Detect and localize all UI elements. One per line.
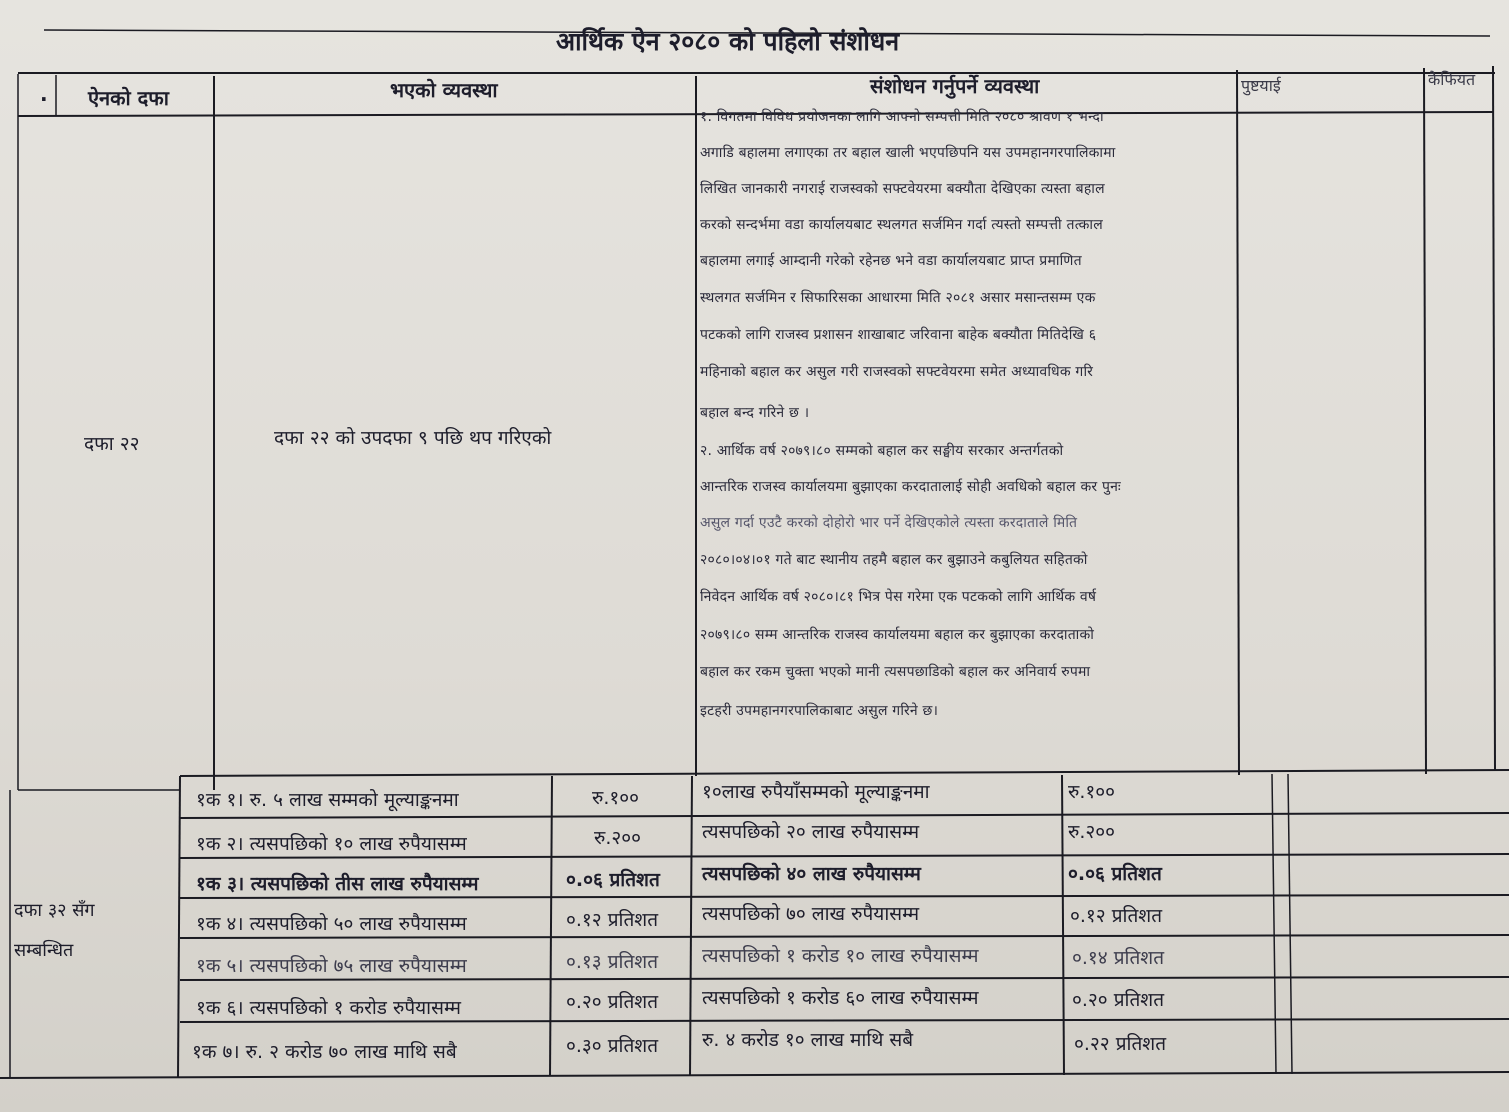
header-section: ऐनको दफा — [88, 86, 169, 110]
header-existing: भएको व्यवस्था — [390, 78, 498, 102]
row2-section-line1: दफा ३२ सँग — [14, 900, 95, 921]
row1-section: दफा २२ — [84, 433, 140, 455]
slab-existing: १क ३। त्यसपछिको तीस लाख रुपैयासम्म — [196, 873, 479, 895]
slab-existing: १क ४। त्यसपछिको ५० लाख रुपैयासम्म — [196, 913, 467, 935]
amendment-line: असुल गर्दा एउटै करको दोहोरो भार पर्ने देखिएकोले त्यस्ता करदाताले मिति — [700, 515, 1078, 531]
amendment-line: बहाल कर रकम चुक्ता भएको मानी त्यसपछाडिको बहाल कर अनिवार्य रुपमा — [700, 664, 1091, 680]
slab-amended: त्यसपछिको ७० लाख रुपैयासम्म — [702, 903, 920, 925]
amendment-line: महिनाको बहाल कर असुल गरी राजस्वको सफ्टवेयरमा समेत अध्यावधिक गरि — [700, 364, 1094, 380]
slab-existing: १क १। रु. ५ लाख सम्मको मूल्याङ्कनमा — [196, 789, 459, 811]
slab-amended: त्यसपछिको २० लाख रुपैयासम्म — [702, 821, 920, 843]
amendment-line: पटकको लागि राजस्व प्रशासन शाखाबाट जरिवाना बाहेक बक्यौता मितिदेखि ६ — [700, 327, 1097, 343]
slab-amended: १०लाख रुपैयाँसम्मको मूल्याङ्कनमा — [702, 781, 930, 803]
amendment-line: आन्तरिक राजस्व कार्यालयमा बुझाएका करदातालाई सोही अवधिको बहाल कर पुनः — [700, 479, 1121, 495]
slab-existing: १क २। त्यसपछिको १० लाख रुपैयासम्म — [196, 833, 467, 855]
row2-section-line2: सम्बन्धित — [14, 940, 74, 961]
amendment-line: लिखित जानकारी नगराई राजस्वको सफ्टवेयरमा बक्यौता देखिएका त्यस्ता बहाल — [700, 181, 1105, 197]
amendment-line: इटहरी उपमहानगरपालिकाबाट असुल गरिने छ। — [700, 703, 939, 719]
slab-amended: त्यसपछिको १ करोड ६० लाख रुपैयासम्म — [702, 987, 979, 1009]
slab-amended: रु. ४ करोड १० लाख माथि सबै — [702, 1029, 914, 1051]
header-amendment: संशोधन गर्नुपर्ने व्यवस्था — [870, 74, 1040, 98]
slab-amended-rate: ०.०६ प्रतिशत — [1068, 863, 1162, 885]
row1-amendment-text — [700, 108, 1236, 728]
slab-existing: १क ५। त्यसपछिको ७५ लाख रुपैयासम्म — [196, 955, 467, 977]
slab-existing: १क ६। त्यसपछिको १ करोड रुपैयासम्म — [196, 997, 461, 1019]
slab-existing-rate: रु.१०० — [592, 787, 640, 809]
slab-amended-rate: ०.१४ प्रतिशत — [1072, 947, 1165, 969]
amendment-line: स्थलगत सर्जमिन र सिफारिसका आधारमा मिति २०८१ असार मसान्तसम्म एक — [700, 290, 1096, 306]
header-justification: पुष्टयाई — [1241, 76, 1281, 95]
amendment-line: करको सन्दर्भमा वडा कार्यालयबाट स्थलगत सर्जमिन गर्दा त्यस्तो सम्पत्ती तत्काल — [700, 217, 1103, 233]
slab-amended-rate: रु.१०० — [1068, 781, 1116, 803]
amendment-line: बहाल बन्द गरिने छ । — [700, 405, 810, 421]
slab-amended-rate: ०.२२ प्रतिशत — [1074, 1033, 1167, 1055]
amendment-line: २०७९।८० सम्म आन्तरिक राजस्व कार्यालयमा बहाल कर बुझाएका करदाताको — [700, 627, 1095, 643]
slab-amended-rate: ०.१२ प्रतिशत — [1070, 905, 1163, 927]
slab-existing-rate: रु.२०० — [594, 827, 642, 849]
amendment-line: बहालमा लगाई आम्दानी गरेको रहेनछ भने वडा कार्यालयबाट प्राप्त प्रमाणित — [700, 253, 1082, 269]
slab-existing: १क ७। रु. २ करोड ७० लाख माथि सबै — [192, 1041, 457, 1063]
slab-existing-rate: ०.२० प्रतिशत — [566, 991, 659, 1013]
header-col-index: . — [40, 82, 48, 106]
header-remarks: कैफियत — [1428, 70, 1476, 89]
amendment-line: अगाडि बहालमा लगाएका तर बहाल खाली भएपछिपनि यस उपमहानगरपालिकामा — [700, 145, 1116, 161]
slab-existing-rate: ०.०६ प्रतिशत — [566, 869, 660, 891]
amendment-line: १. विगतमा विविध प्रयोजनका लागि आफ्नो सम्पत्ती मिति २०८० श्रावण १ भन्दा — [700, 109, 1104, 125]
slab-amended-rate: रु.२०० — [1068, 821, 1116, 843]
amendment-line: निवेदन आर्थिक वर्ष २०८०।८१ भित्र पेस गरेमा एक पटकको लागि आर्थिक वर्ष — [700, 589, 1097, 605]
document-title: आर्थिक ऐन २०८० को पहिलो संशोधन — [556, 27, 900, 56]
slab-amended: त्यसपछिको ४० लाख रुपैयासम्म — [702, 863, 921, 885]
slab-existing-rate: ०.३० प्रतिशत — [566, 1035, 659, 1057]
slab-amended-rate: ०.२० प्रतिशत — [1072, 989, 1165, 1011]
slab-existing-rate: ०.१२ प्रतिशत — [566, 909, 659, 931]
slab-amended: त्यसपछिको १ करोड १० लाख रुपैयासम्म — [702, 945, 979, 967]
row1-existing: दफा २२ को उपदफा ९ पछि थप गरिएको — [274, 427, 552, 449]
amendment-line: २. आर्थिक वर्ष २०७९।८० सम्मको बहाल कर सङ्घीय सरकार अन्तर्गतको — [700, 443, 1064, 459]
slab-existing-rate: ०.१३ प्रतिशत — [566, 951, 659, 973]
amendment-line: २०८०।०४।०१ गते बाट स्थानीय तहमै बहाल कर बुझाउने कबुलियत सहितको — [700, 552, 1088, 568]
